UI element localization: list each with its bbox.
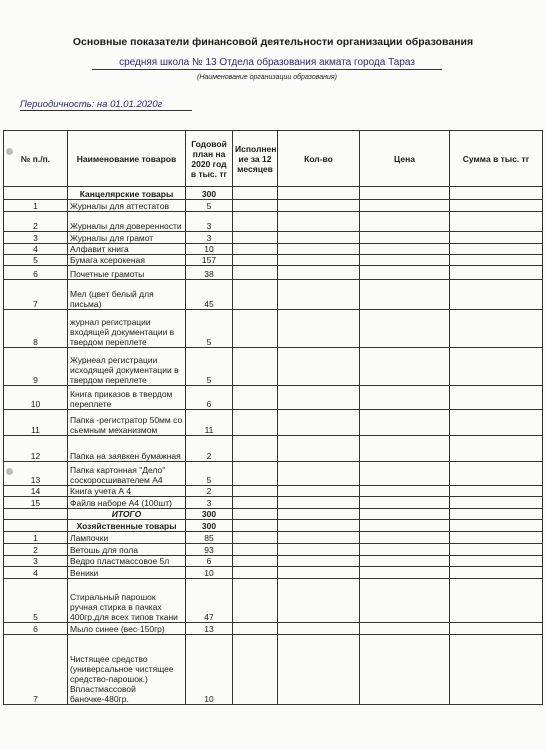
execution-cell [233,532,278,544]
table-row [4,532,543,544]
item-plan: 5 [186,462,233,486]
execution-cell [233,497,278,509]
price-cell [360,623,450,635]
execution-cell [233,579,278,623]
price-cell [360,255,450,266]
quantity-cell [278,244,360,255]
price-cell [360,310,450,348]
execution-cell [233,509,278,520]
row-number [4,187,68,200]
item-plan: 300 [186,187,233,200]
sum-cell [450,255,543,266]
column-header-quantity: Кол-во [278,131,360,187]
price-cell [360,436,450,462]
table-row [4,200,543,212]
quantity-cell [278,410,360,436]
row-number: 1 [4,200,68,212]
row-number: 15 [4,497,68,509]
item-name: Бумага ксерокеная [68,255,186,266]
item-name: Почетные грамоты [68,266,186,280]
quantity-cell [278,579,360,623]
table-row [4,212,543,232]
price-cell [360,244,450,255]
row-number: 5 [4,255,68,266]
execution-cell [233,567,278,579]
row-number: 2 [4,544,68,556]
sum-cell [450,436,543,462]
execution-cell [233,280,278,310]
table-row [4,386,543,410]
finance-table [3,130,543,705]
quantity-cell [278,348,360,386]
table-row [4,544,543,556]
document-title: Основные показатели финансовой деятельности организации образования [72,36,474,48]
item-plan: 5 [186,348,233,386]
execution-cell [233,255,278,266]
item-plan: 6 [186,386,233,410]
item-plan: 47 [186,579,233,623]
row-number: 3 [4,232,68,244]
execution-cell [233,310,278,348]
sum-cell [450,386,543,410]
row-number: 9 [4,348,68,386]
price-cell [360,266,450,280]
quantity-cell [278,255,360,266]
item-name: Книга учета А 4 [68,486,186,497]
execution-cell [233,544,278,556]
table-row [4,244,543,255]
table-row [4,509,543,520]
execution-cell [233,386,278,410]
quantity-cell [278,280,360,310]
row-number: 1 [4,532,68,544]
row-number: 6 [4,623,68,635]
column-header-sum: Сумма в тыс. тг [450,131,543,187]
quantity-cell [278,556,360,567]
row-number: 7 [4,280,68,310]
price-cell [360,567,450,579]
row-number: 10 [4,386,68,410]
execution-cell [233,635,278,705]
column-header-plan: Годовой план на 2020 год в тыс. тг [186,131,233,187]
sum-cell [450,348,543,386]
price-cell [360,486,450,497]
table-row [4,410,543,436]
item-name: Файлв наборе А4 (100шт) [68,497,186,509]
quantity-cell [278,187,360,200]
price-cell [360,544,450,556]
price-cell [360,462,450,486]
item-name: Чистящее средство (универсальное чистящее средство-парошок.) Впластмассовой баночке-480гр. [68,635,186,705]
column-header-execution: Исполнен ие за 12 месяцев [233,131,278,187]
price-cell [360,200,450,212]
table-row [4,486,543,497]
row-number: 3 [4,556,68,567]
table-header-row [4,131,543,187]
execution-cell [233,462,278,486]
table-row [4,348,543,386]
row-number: 13 [4,462,68,486]
sum-cell [450,244,543,255]
quantity-cell [278,520,360,532]
item-plan: 2 [186,436,233,462]
price-cell [360,520,450,532]
execution-cell [233,266,278,280]
sum-cell [450,486,543,497]
sum-cell [450,497,543,509]
table-row [4,255,543,266]
item-plan: 3 [186,497,233,509]
sum-cell [450,544,543,556]
sum-cell [450,212,543,232]
quantity-cell [278,544,360,556]
table-row [4,579,543,623]
price-cell [360,497,450,509]
item-plan: 45 [186,280,233,310]
price-cell [360,410,450,436]
item-plan: 38 [186,266,233,280]
sum-cell [450,579,543,623]
quantity-cell [278,212,360,232]
item-name: ИТОГО [68,509,186,520]
price-cell [360,635,450,705]
row-number: 6 [4,266,68,280]
table-row [4,497,543,509]
item-name: Папка картонная "Дело" соскоросшивателем А4 [68,462,186,486]
row-number [4,520,68,532]
quantity-cell [278,436,360,462]
item-plan: 5 [186,310,233,348]
table-row [4,232,543,244]
execution-cell [233,232,278,244]
item-name: Лампочки [68,532,186,544]
item-plan: 6 [186,556,233,567]
item-plan: 10 [186,567,233,579]
sum-cell [450,532,543,544]
price-cell [360,280,450,310]
item-name: Книга приказов в твердом переплете [68,386,186,410]
row-number: 2 [4,212,68,232]
item-name: Ведро пластмассовое 5л [68,556,186,567]
organization-note: (Наименование организации образования) [197,74,337,81]
execution-cell [233,244,278,255]
quantity-cell [278,509,360,520]
item-plan: 5 [186,200,233,212]
item-name: Журналы для грамот [68,232,186,244]
sum-cell [450,556,543,567]
sum-cell [450,187,543,200]
table-row [4,462,543,486]
quantity-cell [278,497,360,509]
sum-cell [450,623,543,635]
item-name: Мыло синее (вес-150гр) [68,623,186,635]
item-name: Журналы для аттестатов [68,200,186,212]
table-row [4,266,543,280]
sum-cell [450,567,543,579]
quantity-cell [278,200,360,212]
execution-cell [233,187,278,200]
table-row [4,280,543,310]
price-cell [360,556,450,567]
table-row [4,556,543,567]
quantity-cell [278,486,360,497]
item-name: Папка -регистратор 50мм со сьемным механизмом [68,410,186,436]
item-plan: 10 [186,244,233,255]
item-plan: 11 [186,410,233,436]
execution-cell [233,556,278,567]
sum-cell [450,310,543,348]
column-header-price: Цена [360,131,450,187]
price-cell [360,212,450,232]
sum-cell [450,232,543,244]
row-number: 14 [4,486,68,497]
item-plan: 2 [186,486,233,497]
price-cell [360,187,450,200]
price-cell [360,532,450,544]
quantity-cell [278,266,360,280]
item-name: Журналы для доверенности [68,212,186,232]
quantity-cell [278,462,360,486]
item-name: Канцелярские товары [68,187,186,200]
item-plan: 300 [186,520,233,532]
item-name: Хозяйственные товары [68,520,186,532]
row-number: 4 [4,244,68,255]
item-plan: 3 [186,212,233,232]
row-number: 5 [4,579,68,623]
sum-cell [450,520,543,532]
price-cell [360,386,450,410]
table-row [4,567,543,579]
price-cell [360,509,450,520]
item-name: Стиральный парошок ручная стирка в пачках 400гр.для всех типов ткани [68,579,186,623]
execution-cell [233,520,278,532]
sum-cell [450,410,543,436]
item-plan: 85 [186,532,233,544]
execution-cell [233,410,278,436]
item-name: Ветошь для пола [68,544,186,556]
item-plan: 10 [186,635,233,705]
column-header-number: № п./п. [4,131,68,187]
quantity-cell [278,532,360,544]
sum-cell [450,200,543,212]
periodicity: Периодичность: на 01.01.2020г [20,99,192,111]
item-plan: 3 [186,232,233,244]
quantity-cell [278,623,360,635]
sum-cell [450,266,543,280]
price-cell [360,579,450,623]
item-name: Журнеал регистрации исходящей документации в твердом переплете [68,348,186,386]
sum-cell [450,635,543,705]
table-row [4,310,543,348]
quantity-cell [278,232,360,244]
table-row [4,623,543,635]
quantity-cell [278,567,360,579]
item-plan: 13 [186,623,233,635]
item-name: Мел (цвет белый для письма) [68,280,186,310]
item-name: Алфавит книга [68,244,186,255]
table-row [4,436,543,462]
organization-name: средняя школа № 13 Отдела образования акмата города Тараз [92,57,442,70]
sum-cell [450,462,543,486]
sum-cell [450,509,543,520]
price-cell [360,348,450,386]
table-row [4,520,543,532]
price-cell [360,232,450,244]
row-number: 4 [4,567,68,579]
sum-cell [450,280,543,310]
row-number: 7 [4,635,68,705]
quantity-cell [278,386,360,410]
execution-cell [233,348,278,386]
execution-cell [233,200,278,212]
table-row [4,187,543,200]
execution-cell [233,212,278,232]
item-plan: 93 [186,544,233,556]
execution-cell [233,486,278,497]
row-number: 8 [4,310,68,348]
item-name: Папка на заявкен бумажная [68,436,186,462]
row-number: 12 [4,436,68,462]
execution-cell [233,436,278,462]
item-plan: 300 [186,509,233,520]
quantity-cell [278,635,360,705]
item-name: журнал регистрации входящей документации в твердом переплете [68,310,186,348]
column-header-name: Наименование товаров [68,131,186,187]
table-row [4,635,543,705]
row-number [4,509,68,520]
execution-cell [233,623,278,635]
quantity-cell [278,310,360,348]
row-number: 11 [4,410,68,436]
item-name: Веники [68,567,186,579]
item-plan: 157 [186,255,233,266]
